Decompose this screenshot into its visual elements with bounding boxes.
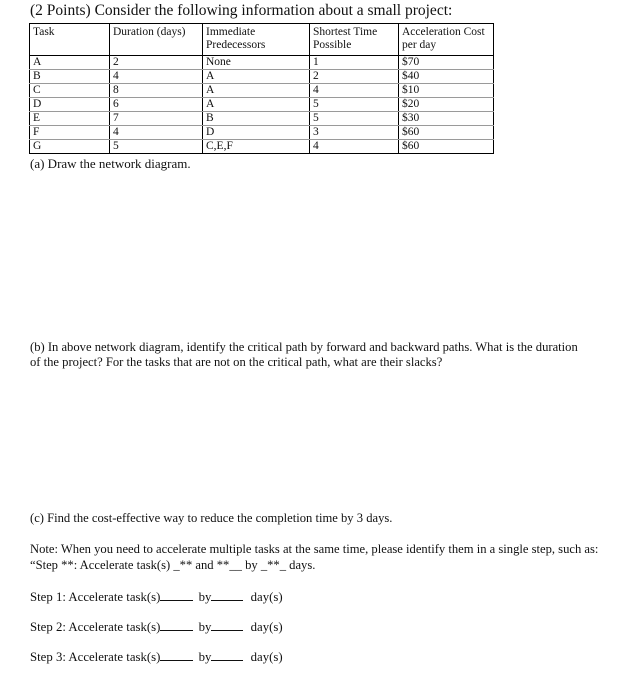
question-b: (b) In above network diagram, identify the critical path by forward and backward paths. What is the duration of the project? For the tasks that are not on the critical path, what are their slacks? — [30, 340, 578, 369]
table-row — [30, 98, 494, 112]
cell-acceleration-cost: $30 — [399, 112, 494, 126]
cell-acceleration-cost: $60 — [399, 126, 494, 140]
cell-shortest-time: 5 — [310, 112, 399, 126]
project-table — [29, 23, 494, 154]
step-3-line — [30, 650, 283, 665]
cell-task: D — [30, 98, 110, 112]
question-note: Note: When you need to accelerate multiple tasks at the same time, please identify them in a single step, such as: “Step **: Accelerate task(s) _** and **__ by _**_ days. — [30, 542, 599, 572]
table-row — [30, 84, 494, 98]
task-blank[interactable] — [160, 650, 193, 661]
cell-task: G — [30, 140, 110, 154]
days-label: day(s) — [250, 620, 283, 634]
cell-duration: 2 — [110, 56, 203, 70]
cell-acceleration-cost: $20 — [399, 98, 494, 112]
cell-duration: 5 — [110, 140, 203, 154]
cell-shortest-time: 2 — [310, 70, 399, 84]
cell-task: F — [30, 126, 110, 140]
cell-acceleration-cost: $60 — [399, 140, 494, 154]
table-row — [30, 70, 494, 84]
table-row — [30, 140, 494, 154]
cell-acceleration-cost: $70 — [399, 56, 494, 70]
table-row — [30, 112, 494, 126]
by-label: by — [198, 620, 212, 634]
cell-task: E — [30, 112, 110, 126]
cell-shortest-time: 4 — [310, 84, 399, 98]
cell-task: C — [30, 84, 110, 98]
header-task: Task — [30, 24, 110, 56]
cell-shortest-time: 4 — [310, 140, 399, 154]
cell-duration: 7 — [110, 112, 203, 126]
question-a: (a) Draw the network diagram. — [30, 156, 191, 171]
table-row — [30, 56, 494, 70]
cell-duration: 4 — [110, 126, 203, 140]
step-label: Step 2: Accelerate task(s) — [30, 620, 161, 634]
task-blank[interactable] — [160, 620, 193, 631]
step-2-line — [30, 620, 283, 635]
cell-duration: 8 — [110, 84, 203, 98]
by-label: by — [198, 650, 212, 664]
cell-task: A — [30, 56, 110, 70]
cell-predecessors: C,E,F — [203, 140, 310, 154]
step-1-line — [30, 590, 283, 605]
cell-acceleration-cost: $40 — [399, 70, 494, 84]
cell-predecessors: D — [203, 126, 310, 140]
days-label: day(s) — [250, 590, 283, 604]
days-blank[interactable] — [211, 590, 243, 601]
question-c: (c) Find the cost-effective way to reduce the completion time by 3 days. — [30, 511, 393, 525]
cell-task: B — [30, 70, 110, 84]
header-predecessors: Immediate Predecessors — [203, 24, 310, 56]
cell-predecessors: A — [203, 84, 310, 98]
cell-predecessors: A — [203, 70, 310, 84]
task-blank[interactable] — [160, 590, 193, 601]
cell-shortest-time: 5 — [310, 98, 399, 112]
problem-title: (2 Points) Consider the following information about a small project: — [30, 2, 453, 19]
days-blank[interactable] — [211, 650, 243, 661]
header-acceleration-cost: Acceleration Cost per day — [399, 24, 494, 56]
table-header-row — [30, 24, 494, 56]
cell-predecessors: B — [203, 112, 310, 126]
cell-duration: 4 — [110, 70, 203, 84]
step-label: Step 1: Accelerate task(s) — [30, 590, 161, 604]
header-duration: Duration (days) — [110, 24, 203, 56]
step-label: Step 3: Accelerate task(s) — [30, 650, 161, 664]
days-label: day(s) — [250, 650, 283, 664]
cell-predecessors: A — [203, 98, 310, 112]
table-row — [30, 126, 494, 140]
cell-predecessors: None — [203, 56, 310, 70]
header-shortest-time: Shortest Time Possible — [310, 24, 399, 56]
cell-shortest-time: 3 — [310, 126, 399, 140]
cell-shortest-time: 1 — [310, 56, 399, 70]
cell-acceleration-cost: $10 — [399, 84, 494, 98]
by-label: by — [198, 590, 212, 604]
cell-duration: 6 — [110, 98, 203, 112]
days-blank[interactable] — [211, 620, 243, 631]
